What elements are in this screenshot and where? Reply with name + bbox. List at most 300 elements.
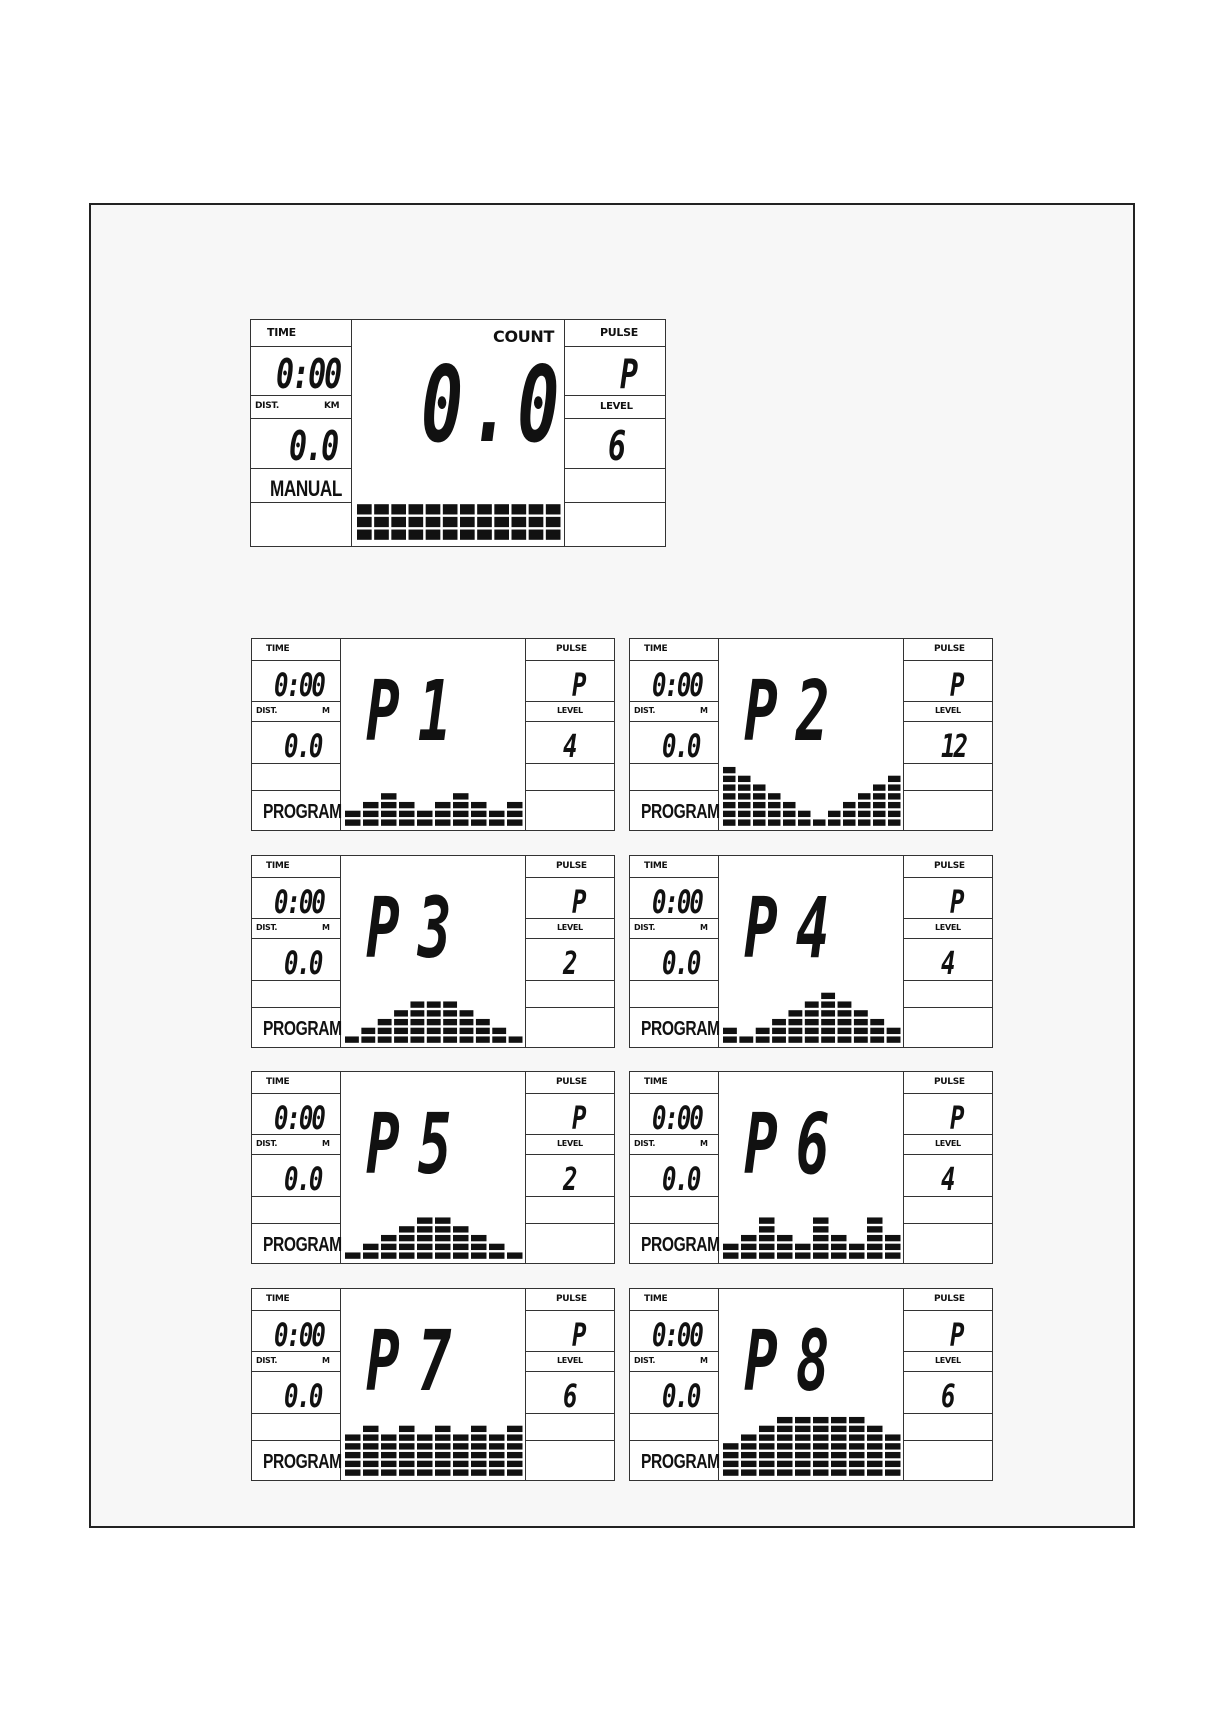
profile-segment: [546, 530, 561, 540]
profile-segment: [489, 1443, 505, 1449]
profile-segment: [783, 819, 796, 825]
profile-segment: [867, 1469, 883, 1475]
profile-segment: [460, 530, 475, 540]
profile-segment: [867, 1426, 883, 1432]
program-display-p4: [629, 855, 993, 1048]
profile-segment: [363, 819, 379, 825]
level-value: 2: [563, 944, 576, 982]
pulse-label: PULSE: [934, 861, 965, 871]
profile-segment: [345, 1452, 361, 1458]
profile-segment: [849, 1252, 865, 1258]
profile-segment: [788, 1028, 802, 1034]
profile-segment: [777, 1469, 793, 1475]
time-value: 0:00: [652, 883, 702, 921]
resistance-profile: [356, 503, 562, 541]
profile-segment: [741, 1235, 757, 1241]
profile-segment: [813, 1452, 829, 1458]
profile-segment: [741, 1461, 757, 1467]
profile-segment: [426, 504, 441, 514]
time-value: 0:00: [652, 666, 702, 704]
profile-segment: [870, 1028, 884, 1034]
profile-segment: [453, 1434, 469, 1440]
mode-label: PROGRAM: [263, 1451, 342, 1473]
time-label: TIME: [644, 1294, 668, 1304]
profile-segment: [849, 1244, 865, 1250]
profile-segment: [873, 811, 886, 817]
profile-segment: [435, 802, 451, 808]
dist-unit: M: [322, 1356, 330, 1365]
count-value: 0.0: [421, 343, 566, 467]
profile-segment: [759, 1226, 775, 1232]
profile-segment: [435, 1235, 451, 1241]
profile-segment: [435, 1452, 451, 1458]
profile-segment: [546, 504, 561, 514]
profile-segment: [453, 1452, 469, 1458]
profile-segment: [759, 1461, 775, 1467]
profile-segment: [374, 517, 389, 527]
profile-segment: [507, 1426, 523, 1432]
mode-label: PROGRAM: [641, 1018, 720, 1040]
profile-segment: [381, 1252, 397, 1258]
profile-segment: [546, 517, 561, 527]
profile-segment: [361, 1036, 375, 1042]
profile-segment: [788, 1036, 802, 1042]
profile-segment: [378, 1028, 392, 1034]
profile-segment: [723, 1252, 739, 1258]
profile-segment: [374, 504, 389, 514]
time-label: TIME: [266, 644, 290, 654]
level-value: 4: [563, 727, 576, 765]
profile-segment: [471, 802, 487, 808]
profile-segment: [849, 1443, 865, 1449]
program-display-p7: [251, 1288, 615, 1481]
profile-segment: [813, 1417, 829, 1423]
profile-segment: [471, 811, 487, 817]
profile-segment: [885, 1443, 901, 1449]
profile-segment: [768, 811, 781, 817]
profile-segment: [887, 1028, 901, 1034]
profile-segment: [854, 1019, 868, 1025]
profile-segment: [753, 811, 766, 817]
profile-segment: [723, 811, 736, 817]
profile-segment: [489, 1252, 505, 1258]
profile-segment: [381, 1443, 397, 1449]
profile-segment: [435, 1434, 451, 1440]
dist-value: 0.0: [284, 1377, 322, 1415]
profile-segment: [471, 1461, 487, 1467]
profile-segment: [363, 1244, 379, 1250]
profile-segment: [888, 793, 901, 799]
profile-segment: [813, 1226, 829, 1232]
resistance-profile: [344, 974, 524, 1044]
profile-segment: [777, 1426, 793, 1432]
profile-segment: [363, 802, 379, 808]
profile-segment: [443, 1036, 457, 1042]
profile-segment: [795, 1443, 811, 1449]
profile-segment: [507, 819, 523, 825]
profile-segment: [492, 1036, 506, 1042]
profile-segment: [453, 1235, 469, 1241]
profile-segment: [460, 1019, 474, 1025]
profile-segment: [858, 819, 871, 825]
profile-segment: [363, 1434, 379, 1440]
profile-segment: [512, 517, 527, 527]
time-value: 0:00: [652, 1099, 702, 1137]
profile-segment: [867, 1452, 883, 1458]
profile-segment: [460, 1028, 474, 1034]
profile-segment: [471, 1469, 487, 1475]
profile-segment: [831, 1417, 847, 1423]
profile-segment: [813, 1461, 829, 1467]
profile-segment: [870, 1036, 884, 1042]
profile-segment: [854, 1028, 868, 1034]
profile-segment: [394, 1010, 408, 1016]
level-value: 6: [563, 1377, 576, 1415]
profile-segment: [723, 767, 736, 773]
profile-segment: [410, 1019, 424, 1025]
time-label: TIME: [267, 326, 296, 339]
dist-unit: M: [700, 706, 708, 715]
profile-segment: [435, 1252, 451, 1258]
profile-segment: [427, 1028, 441, 1034]
profile-segment: [843, 802, 856, 808]
profile-segment: [363, 1452, 379, 1458]
profile-segment: [399, 1434, 415, 1440]
profile-segment: [768, 819, 781, 825]
profile-segment: [828, 811, 841, 817]
profile-segment: [507, 1434, 523, 1440]
dist-label: DIST.: [256, 706, 278, 715]
profile-segment: [417, 1469, 433, 1475]
profile-segment: [489, 1434, 505, 1440]
profile-segment: [443, 517, 458, 527]
profile-segment: [512, 504, 527, 514]
time-label: TIME: [644, 861, 668, 871]
main-console-display: [250, 319, 666, 547]
profile-segment: [394, 1028, 408, 1034]
profile-segment: [409, 504, 424, 514]
profile-segment: [381, 819, 397, 825]
time-label: TIME: [266, 1294, 290, 1304]
profile-segment: [453, 819, 469, 825]
profile-segment: [426, 517, 441, 527]
profile-segment: [410, 1001, 424, 1007]
resistance-profile: [344, 1407, 524, 1477]
profile-segment: [738, 819, 751, 825]
profile-segment: [885, 1434, 901, 1440]
profile-segment: [813, 1252, 829, 1258]
pulse-label: PULSE: [556, 861, 587, 871]
dist-label: DIST.: [634, 1356, 656, 1365]
profile-segment: [854, 1036, 868, 1042]
profile-segment: [849, 1461, 865, 1467]
profile-segment: [399, 1469, 415, 1475]
profile-segment: [805, 1036, 819, 1042]
profile-segment: [417, 819, 433, 825]
resistance-profile: [722, 1190, 902, 1260]
level-label: LEVEL: [557, 923, 583, 932]
profile-segment: [805, 1028, 819, 1034]
profile-segment: [460, 517, 475, 527]
level-label: LEVEL: [557, 1139, 583, 1148]
profile-segment: [759, 1452, 775, 1458]
profile-segment: [849, 1452, 865, 1458]
profile-segment: [427, 1010, 441, 1016]
profile-segment: [723, 1036, 737, 1042]
profile-segment: [873, 793, 886, 799]
profile-segment: [460, 504, 475, 514]
profile-segment: [394, 1036, 408, 1042]
profile-segment: [759, 1434, 775, 1440]
dist-label: DIST.: [256, 923, 278, 932]
profile-segment: [409, 517, 424, 527]
profile-segment: [492, 1028, 506, 1034]
profile-segment: [888, 776, 901, 782]
profile-segment: [345, 1434, 361, 1440]
profile-segment: [768, 802, 781, 808]
profile-segment: [813, 1469, 829, 1475]
profile-segment: [798, 811, 811, 817]
dist-unit: M: [322, 706, 330, 715]
resistance-profile: [344, 757, 524, 827]
profile-segment: [759, 1426, 775, 1432]
profile-segment: [723, 1028, 737, 1034]
profile-segment: [443, 1028, 457, 1034]
profile-segment: [838, 1028, 852, 1034]
profile-segment: [381, 1469, 397, 1475]
profile-segment: [795, 1434, 811, 1440]
profile-segment: [759, 1252, 775, 1258]
profile-segment: [443, 1019, 457, 1025]
profile-segment: [858, 802, 871, 808]
profile-segment: [435, 1426, 451, 1432]
profile-segment: [489, 1452, 505, 1458]
profile-segment: [410, 1028, 424, 1034]
profile-segment: [381, 793, 397, 799]
profile-segment: [378, 1019, 392, 1025]
dist-value: 0.0: [662, 727, 700, 765]
profile-segment: [870, 1019, 884, 1025]
profile-segment: [783, 802, 796, 808]
profile-segment: [453, 811, 469, 817]
profile-segment: [453, 1244, 469, 1250]
profile-segment: [417, 811, 433, 817]
profile-segment: [777, 1452, 793, 1458]
pulse-label: PULSE: [556, 1077, 587, 1087]
profile-segment: [417, 1443, 433, 1449]
profile-segment: [381, 1461, 397, 1467]
mode-label: PROGRAM: [263, 801, 342, 823]
profile-segment: [831, 1452, 847, 1458]
profile-segment: [741, 1443, 757, 1449]
profile-segment: [417, 1217, 433, 1223]
program-name: P3: [366, 880, 470, 978]
profile-segment: [723, 819, 736, 825]
level-value: 4: [941, 1160, 954, 1198]
profile-segment: [772, 1019, 786, 1025]
profile-segment: [759, 1235, 775, 1241]
profile-segment: [831, 1461, 847, 1467]
profile-segment: [741, 1469, 757, 1475]
profile-segment: [399, 1226, 415, 1232]
program-name: P7: [366, 1313, 470, 1411]
pulse-value: P: [620, 351, 637, 399]
resistance-profile: [722, 757, 902, 827]
profile-segment: [768, 793, 781, 799]
profile-segment: [831, 1469, 847, 1475]
profile-segment: [435, 1226, 451, 1232]
dist-unit: M: [700, 1139, 708, 1148]
profile-segment: [723, 1443, 739, 1449]
profile-segment: [453, 1443, 469, 1449]
profile-segment: [417, 1226, 433, 1232]
profile-segment: [381, 802, 397, 808]
time-value: 0:00: [274, 666, 324, 704]
profile-segment: [838, 1019, 852, 1025]
profile-segment: [460, 1010, 474, 1016]
program-name: P2: [744, 663, 848, 761]
profile-segment: [345, 1469, 361, 1475]
profile-segment: [723, 793, 736, 799]
dist-label: DIST.: [634, 1139, 656, 1148]
profile-segment: [417, 1461, 433, 1467]
pulse-label: PULSE: [934, 1077, 965, 1087]
profile-segment: [435, 1469, 451, 1475]
profile-segment: [460, 1036, 474, 1042]
dist-value: 0.0: [284, 1160, 322, 1198]
profile-segment: [867, 1252, 883, 1258]
profile-segment: [427, 1019, 441, 1025]
profile-segment: [772, 1028, 786, 1034]
dist-value: 0.0: [284, 727, 322, 765]
profile-segment: [849, 1426, 865, 1432]
profile-segment: [494, 530, 509, 540]
profile-segment: [345, 1252, 361, 1258]
profile-segment: [399, 1461, 415, 1467]
profile-segment: [477, 504, 492, 514]
profile-segment: [795, 1417, 811, 1423]
profile-segment: [777, 1417, 793, 1423]
program-display-p1: [251, 638, 615, 831]
profile-segment: [738, 802, 751, 808]
profile-segment: [867, 1217, 883, 1223]
dist-unit: M: [700, 923, 708, 932]
profile-segment: [363, 1443, 379, 1449]
dist-label: DIST.: [256, 1139, 278, 1148]
profile-segment: [723, 1452, 739, 1458]
level-value: 4: [941, 944, 954, 982]
profile-segment: [471, 1252, 487, 1258]
mode-label: PROGRAM: [263, 1234, 342, 1256]
profile-segment: [399, 1426, 415, 1432]
pulse-value: P: [950, 883, 963, 921]
profile-segment: [435, 1443, 451, 1449]
profile-segment: [867, 1226, 883, 1232]
profile-segment: [777, 1235, 793, 1241]
profile-segment: [391, 517, 406, 527]
profile-segment: [381, 1452, 397, 1458]
profile-segment: [399, 819, 415, 825]
program-display-p2: [629, 638, 993, 831]
profile-segment: [788, 1019, 802, 1025]
profile-segment: [813, 819, 826, 825]
profile-segment: [391, 530, 406, 540]
profile-segment: [489, 1244, 505, 1250]
profile-segment: [849, 1469, 865, 1475]
profile-segment: [507, 1252, 523, 1258]
profile-segment: [873, 819, 886, 825]
profile-segment: [507, 1469, 523, 1475]
profile-segment: [435, 819, 451, 825]
pulse-value: P: [950, 666, 963, 704]
time-label: TIME: [266, 1077, 290, 1087]
profile-segment: [435, 1217, 451, 1223]
dist-value: 0.0: [662, 1160, 700, 1198]
resistance-profile: [344, 1190, 524, 1260]
profile-segment: [381, 811, 397, 817]
program-display-p8: [629, 1288, 993, 1481]
profile-segment: [753, 784, 766, 790]
profile-segment: [410, 1036, 424, 1042]
profile-segment: [738, 811, 751, 817]
mode-label: PROGRAM: [263, 1018, 342, 1040]
profile-segment: [529, 504, 544, 514]
profile-segment: [843, 811, 856, 817]
pulse-value: P: [572, 1316, 585, 1354]
pulse-value: P: [572, 666, 585, 704]
profile-segment: [417, 1252, 433, 1258]
time-value: 0:00: [652, 1316, 702, 1354]
profile-segment: [867, 1461, 883, 1467]
profile-segment: [427, 1001, 441, 1007]
profile-segment: [381, 1434, 397, 1440]
profile-segment: [813, 1426, 829, 1432]
profile-segment: [795, 1461, 811, 1467]
profile-segment: [374, 530, 389, 540]
profile-segment: [887, 1036, 901, 1042]
profile-segment: [417, 1244, 433, 1250]
profile-segment: [391, 504, 406, 514]
profile-segment: [813, 1235, 829, 1241]
profile-segment: [507, 811, 523, 817]
profile-segment: [357, 504, 372, 514]
pulse-label: PULSE: [600, 326, 638, 339]
profile-segment: [843, 819, 856, 825]
profile-segment: [795, 1469, 811, 1475]
program-name: P8: [744, 1313, 848, 1411]
profile-segment: [739, 1036, 753, 1042]
profile-segment: [885, 1469, 901, 1475]
profile-segment: [873, 784, 886, 790]
profile-segment: [741, 1252, 757, 1258]
pulse-label: PULSE: [934, 644, 965, 654]
profile-segment: [476, 1019, 490, 1025]
level-value: 6: [608, 423, 625, 471]
resistance-profile: [722, 974, 902, 1044]
profile-segment: [529, 530, 544, 540]
program-name: P4: [744, 880, 848, 978]
profile-segment: [831, 1244, 847, 1250]
level-value: 6: [941, 1377, 954, 1415]
profile-segment: [867, 1244, 883, 1250]
level-label: LEVEL: [935, 1356, 961, 1365]
profile-segment: [489, 1469, 505, 1475]
program-name: P1: [366, 663, 470, 761]
profile-segment: [453, 1226, 469, 1232]
profile-segment: [783, 811, 796, 817]
profile-segment: [417, 1452, 433, 1458]
profile-segment: [821, 1019, 835, 1025]
